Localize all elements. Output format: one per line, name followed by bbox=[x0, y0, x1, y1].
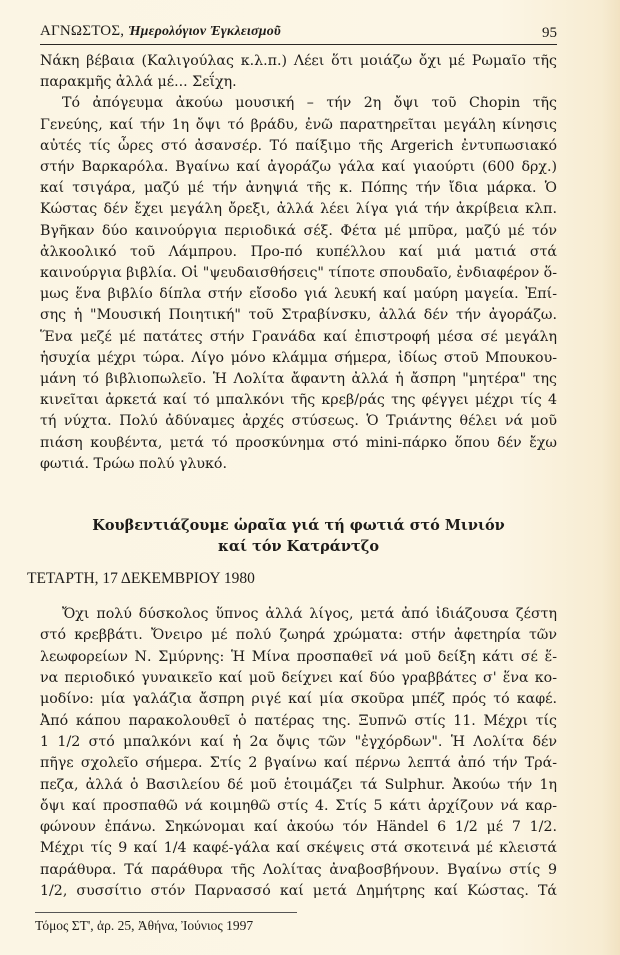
text-line: Βγῆκαν δύο καινούργια περιοδικά σέξ. Φέτα μέ μπῦρα, μαζύ μέ τόν bbox=[40, 222, 557, 239]
text-line: Ὄχι πολύ δύσκολος ὕπνος ἀλλά λίγος, μετά ἀπό ἰδιάζουσα ζέστη bbox=[62, 606, 557, 623]
text-line: κινεῖται ἀρκετά καί τό μπαλκόνι τῆς κρεβ/ράς της φέγγει μέχρι τίς 4 bbox=[40, 392, 557, 409]
work-title: Ἡμερολόγιον Ἐγκλεισμοῦ bbox=[128, 24, 281, 39]
text-line: στό κρεββάτι. Ὄνειρο μέ πολύ ζωηρά χρώματα: στήν ἀφετηρία τῶν bbox=[40, 627, 557, 644]
author-name: ΑΓΝΩΣΤΟΣ, bbox=[40, 23, 125, 39]
paragraph-1 bbox=[40, 51, 557, 93]
footer-citation: Τόμος ΣΤ', ἀρ. 25, Ἀθήνα, Ἰούνιος 1997 bbox=[35, 918, 254, 933]
footer-rule bbox=[35, 912, 297, 913]
text-line: ἀλκοολικό τοῦ Λάμπρου. Προ-πό κυπέλλου καί μιά ματιά στά bbox=[40, 243, 557, 260]
text-line: λεωφορείων Ν. Σμύρνης: Ἡ Μίνα προσπαθεῖ νά μοῦ δείξη κάτι σέ ἕ- bbox=[40, 648, 557, 665]
text-line: Τό ἀπόγευμα ἀκούω μουσική – τήν 2η ὄψι τοῦ Chopin τῆς bbox=[62, 95, 557, 112]
text-line: Μέχρι τίς 9 καί 1/4 καφέ-γάλα καί σκέψεις στά σκοτεινά μέ κλειστά bbox=[40, 840, 557, 857]
text-line: μάνη τό βιβλιοπωλεῖο. Ἡ Λολίτα ἄφαντη ἀλλά ἡ ἄσπρη "μητέρα" της bbox=[40, 371, 557, 388]
text-line: καινούργια βιβλία. Οἱ "ψευδαισθήσεις" τίποτε σπουδαῖο, ἐνδιαφέρον ὅ- bbox=[40, 265, 557, 282]
text-line: σης ἡ "Μουσική Ποιητική" τοῦ Στραβίνσκυ, ἀλλά δέν τήν ἀγοράζω. bbox=[40, 307, 557, 324]
text-line: 1/2, συσσίτιο στόν Παρνασσό καί μετά Δημήτρης καί Κώστας. Τά bbox=[40, 883, 557, 900]
body-text-bottom bbox=[40, 590, 557, 917]
text-line: πιάση κουβέντα, μετά τό προσκύνημα στό mini-πάρκο ὅπου δέν ἔχω bbox=[40, 434, 557, 451]
text-line: φώνουν ἐπάνω. Σηκώνομαι καί ἀκούω τόν Händel 6 1/2 μέ 7 1/2. bbox=[40, 819, 557, 836]
text-line: Ἀπό κάπου παρακολουθεῖ ὁ πατέρας της. Ξυπνῶ στίς 11. Μέχρι τίς bbox=[40, 712, 557, 729]
page-number: 95 bbox=[542, 25, 557, 41]
text-line: τή νύχτα. Πολύ ἀδύναμες ἀρχές στύσεως. Ὁ Τριάντης θέλει νά μοῦ bbox=[40, 413, 557, 430]
text-line: 1 1/2 στό μπαλκόνι καί ἡ 2α ὄψις τῶν "ἐγχόρδων". Ἡ Λολίτα δέν bbox=[40, 733, 557, 750]
text-line: παράθυρα. Τά παράθυρα τῆς Λολίτας ἀναβοσβήνουν. Βγαίνω στίς 9 bbox=[40, 861, 557, 878]
entry-date: ΤΕΤΑΡΤΗ, 17 ΔΕΚΕΜΒΡΙΟΥ 1980 bbox=[27, 570, 255, 587]
text-line: μοδίνο: μία γαλάζια ἄσπρη ριγέ καί μία σκοῦρα μπέζ πρός τό καφέ. bbox=[40, 691, 557, 708]
text-line: Νάκη βέβαια (Καλιγούλας κ.λ.π.) Λέει ὅτι μοιάζω ὄχι μέ Ρωμαῖο τῆς bbox=[40, 53, 557, 69]
running-head-title bbox=[40, 23, 281, 40]
paragraph-3 bbox=[40, 604, 557, 902]
text-line: ὄψι καί προσπαθῶ νά κοιμηθῶ στίς 4. Στίς 5 κάτι ἀρχίζουν νά καρ- bbox=[40, 797, 557, 814]
section-heading bbox=[40, 515, 557, 557]
text-line: παρακμῆς ἀλλά μέ... Σεΐχη. bbox=[40, 74, 237, 91]
section-heading-line-1: Κουβεντιάζουμε ὡραῖα γιά τή φωτιά στό Μινιόν bbox=[92, 517, 505, 534]
text-line: αὐτές τίς ὧρες στό ἀσανσέρ. Τό παίξιμο τῆς Argerich ἐντυπωσιακό bbox=[40, 137, 557, 154]
text-line: Κώστας δέν ἔχει μεγάλη ὄρεξι, ἀλλά λέει λίγα γιά τήν ἀκρίβεια κλπ. bbox=[40, 201, 557, 218]
text-line: ἡσυχία μέχρι τώρα. Λίγο μόνο κλάμμα σήμερα, ἰδίως στοῦ Μπουκου- bbox=[40, 349, 557, 366]
text-line: στήν Βαρκαρόλα. Βγαίνω καί ἀγοράζω γάλα καί γιαούρτι (600 δρχ.) bbox=[40, 159, 557, 176]
text-line: μως ἕνα βιβλίο δίπλα στήν εἴσοδο γιά λευκή καί μαύρη μαγεία. Ἐπί- bbox=[40, 286, 557, 303]
text-line: Γενεύης, καί τήν 1η ὄψι τό βράδυ, ἐνῶ παρατηρεῖται μεγάλη κίνησις bbox=[40, 116, 557, 133]
running-head bbox=[40, 20, 557, 45]
text-line: πῆγε σχολεῖο σήμερα. Στίς 2 βγαίνω καί πέρνω λεπτά ἀπό τήν Τρά- bbox=[40, 755, 557, 772]
text-line: Ἕνα μεζέ μέ πατάτες στήν Γρανάδα καί ἐπιστροφή μέσα σέ μεγάλη bbox=[40, 328, 557, 345]
text-line: φωτιά. Τρώω πολύ γλυκό. bbox=[40, 455, 227, 472]
section-heading-line-2: καί τόν Κατράντζο bbox=[217, 538, 380, 555]
text-line: πεζα, ἀλλά ὁ Βασιλείου δέ μοῦ ἑτοιμάζει τά Sulphur. Ἀκούω τήν 1η bbox=[40, 776, 557, 793]
text-line: να περιοδικό γυναικεῖο καί μοῦ δείχνει καί δύο γραββάτες σ' ἕνα κο- bbox=[40, 670, 557, 687]
body-text-top bbox=[40, 51, 557, 475]
text-line: καί τσιγάρα, μαζύ μέ τήν ἀνηψιά τῆς κ. Πόπης τήν ἴδια μάρκα. Ὁ bbox=[40, 180, 557, 197]
paragraph-2 bbox=[40, 93, 557, 475]
